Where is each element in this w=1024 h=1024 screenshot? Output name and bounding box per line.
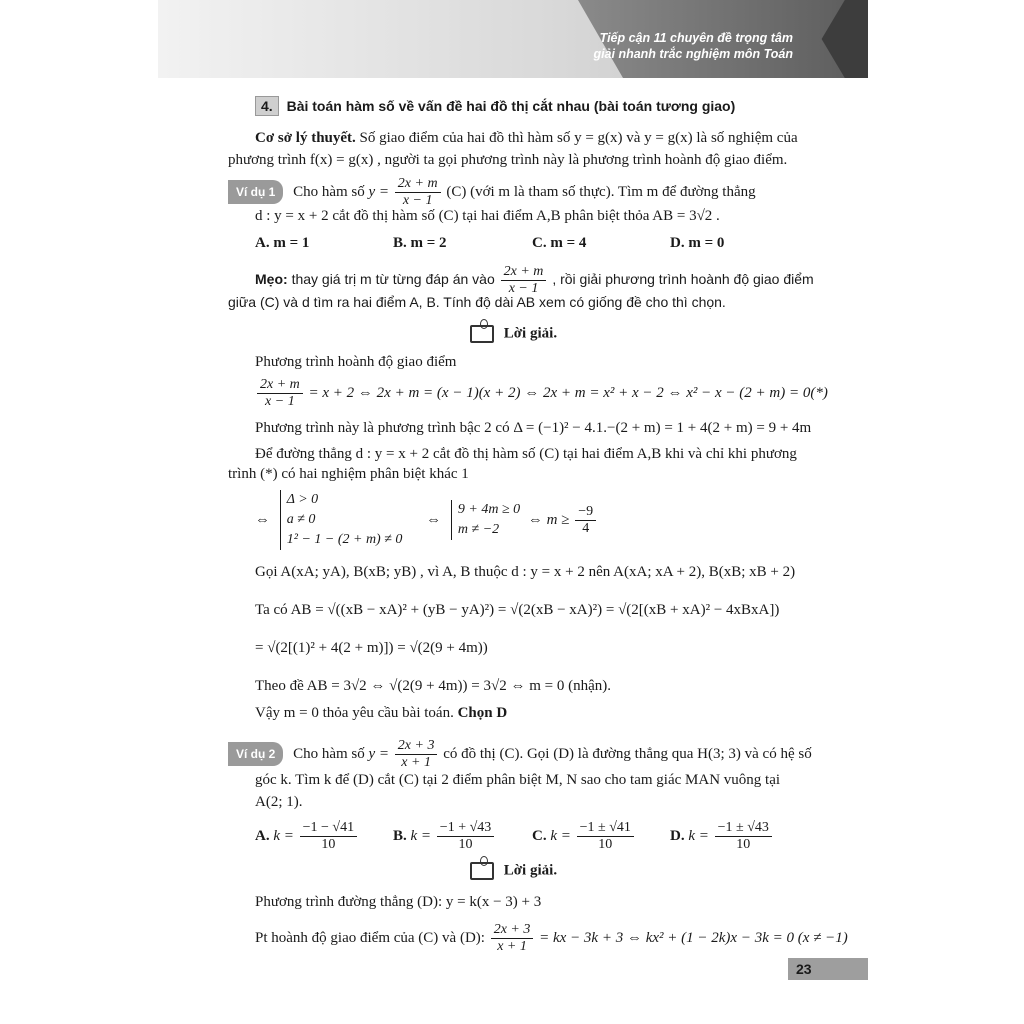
option-d: D. m = 0 bbox=[670, 235, 725, 251]
ex2-option-c: C. k = $\frac{-1 \pm √41}{10}$ bbox=[532, 820, 636, 853]
example-2-statement: Ví dụ 2 Cho hàm số y = $\frac{2x + 3}{x + 1}$ có đồ thị (C). Gọi (D) là đường thẳng qua H(3; 3) và có hệ số bbox=[228, 738, 812, 771]
example-2-badge: Ví dụ 2 bbox=[228, 742, 283, 766]
example-2-function-fraction: $\frac{2x + 3}{x + 1}$ bbox=[395, 738, 438, 771]
book-lightbulb-icon bbox=[470, 862, 494, 880]
theory-line-1: Cơ sở lý thuyết. Số giao điểm của hai đồ thì hàm số y = g(x) và y = g(x) là số nghiệm của bbox=[255, 130, 798, 146]
sol1-line-1: Phương trình hoành độ giao điểm bbox=[255, 354, 457, 370]
sol1-line-2: $\frac{2x + m}{x - 1}$ = x + 2 ⇔ 2x + m = (x − 1)(x + 2) ⇔ 2x + m = x² + x − 2 ⇔ x² − x − (2 + m) = 0(*) bbox=[255, 377, 828, 410]
option-c: C. m = 4 bbox=[532, 235, 587, 251]
tip-line-2: giữa (C) và d tìm ra hai điểm A, B. Tính độ dài AB xem có giống đề cho thì chọn. bbox=[228, 294, 726, 310]
section-number: 4. bbox=[255, 96, 279, 116]
option-b: B. m = 2 bbox=[393, 235, 447, 251]
book-title: Tiếp cận 11 chuyên đề trọng tâm giải nhanh trắc nghiệm môn Toán bbox=[593, 31, 793, 61]
tip-line-1: Mẹo: thay giá trị m từ từng đáp án vào $\frac{2x + m}{x - 1}$ , rồi giải phương trình hoành độ giao điểm bbox=[255, 264, 814, 296]
sol1-line-3: Phương trình này là phương trình bậc 2 có Δ = (−1)² − 4.1.−(2 + m) = 1 + 4(2 + m) = 9 + 4m bbox=[255, 420, 812, 436]
sol1-conclusion: Vậy m = 0 thỏa yêu cầu bài toán. Chọn D bbox=[255, 705, 508, 721]
example-2-line-2: góc k. Tìm k để (D) cắt (C) tại 2 điểm phân biệt M, N sao cho tam giác MAN vuông tại bbox=[255, 772, 781, 788]
sol1-line-5: trình (*) có hai nghiệm phân biệt khác 1 bbox=[228, 466, 469, 482]
theory-line-2: phương trình f(x) = g(x) , người ta gọi phương trình này là phương trình hoành độ giao điểm. bbox=[228, 152, 788, 168]
example-1-statement: Ví dụ 1 Cho hàm số y = $\frac{2x + m}{x - 1}$ (C) (với m là tham số thực). Tìm m để đường thẳng bbox=[228, 176, 756, 209]
book-lightbulb-icon bbox=[470, 325, 494, 343]
page-number: 23 bbox=[788, 958, 868, 980]
ex2-option-d: D. k = $\frac{-1 \pm √43}{10}$ bbox=[670, 820, 774, 853]
system-b: 9 + 4m ≥ 0 m ≠ −2 bbox=[451, 500, 520, 540]
section-heading bbox=[255, 96, 735, 116]
example-1-badge: Ví dụ 1 bbox=[228, 180, 283, 204]
option-a: A. m = 1 bbox=[255, 235, 310, 251]
sol1-line-4: Để đường thẳng d : y = x + 2 cắt đồ thị hàm số (C) tại hai điểm A,B khi và chỉ khi phương bbox=[255, 446, 797, 462]
solution-heading-1: Lời giải. bbox=[470, 325, 557, 343]
example-2-line-3: A(2; 1). bbox=[255, 794, 303, 810]
ex2-option-b: B. k = $\frac{-1 + √43}{10}$ bbox=[393, 820, 496, 853]
sol1-line-9: Theo đề AB = 3√2 ⇔ √(2(9 + 4m)) = 3√2 ⇔ m = 0 (nhận). bbox=[255, 678, 611, 694]
sol1-systems: ⇔ Δ > 0 a ≠ 0 1² − 1 − (2 + m) ≠ 0 ⇔ 9 + 4m ≥ 0 m ≠ −2 ⇔ m ≥ $\frac{-9}{4}$ bbox=[255, 490, 598, 552]
system-a: Δ > 0 a ≠ 0 1² − 1 − (2 + m) ≠ 0 bbox=[280, 490, 403, 550]
section-title: Bài toán hàm số về vấn đề hai đồ thị cắt nhau (bài toán tương giao) bbox=[286, 98, 736, 114]
example-1-function-fraction: $\frac{2x + m}{x - 1}$ bbox=[395, 176, 441, 209]
sol2-line-2: Pt hoành độ giao điểm của (C) và (D): $\frac{2x + 3}{x + 1}$ = kx − 3k + 3 ⇔ kx² + (1 − 2k)x − 3k = 0 (x ≠ −1) bbox=[255, 922, 848, 954]
sol1-line-8: = √(2[(1)² + 4(2 + m)]) = √(2(9 + 4m)) bbox=[255, 640, 488, 656]
sol1-line-6: Gọi A(xA; yA), B(xB; yB) , vì A, B thuộc d : y = x + 2 nên A(xA; xA + 2), B(xB; xB + 2) bbox=[255, 564, 796, 580]
ex2-option-a: A. k = $\frac{-1 - √41}{10}$ bbox=[255, 820, 359, 853]
solution-heading-2: Lời giải. bbox=[470, 862, 557, 880]
sol1-line-7: Ta có AB = √((xB − xA)² + (yB − yA)²) = √(2(xB − xA)²) = √(2[(xB + xA)² − 4xBxA]) bbox=[255, 602, 780, 618]
sol2-line-1: Phương trình đường thẳng (D): y = k(x − 3) + 3 bbox=[255, 894, 542, 910]
example-1-line-2: d : y = x + 2 cắt đồ thị hàm số (C) tại hai điểm A,B phân biệt thỏa AB = 3√2 . bbox=[255, 208, 720, 224]
header-banner bbox=[158, 0, 868, 78]
tip-fraction: $\frac{2x + m}{x - 1}$ bbox=[501, 264, 547, 297]
